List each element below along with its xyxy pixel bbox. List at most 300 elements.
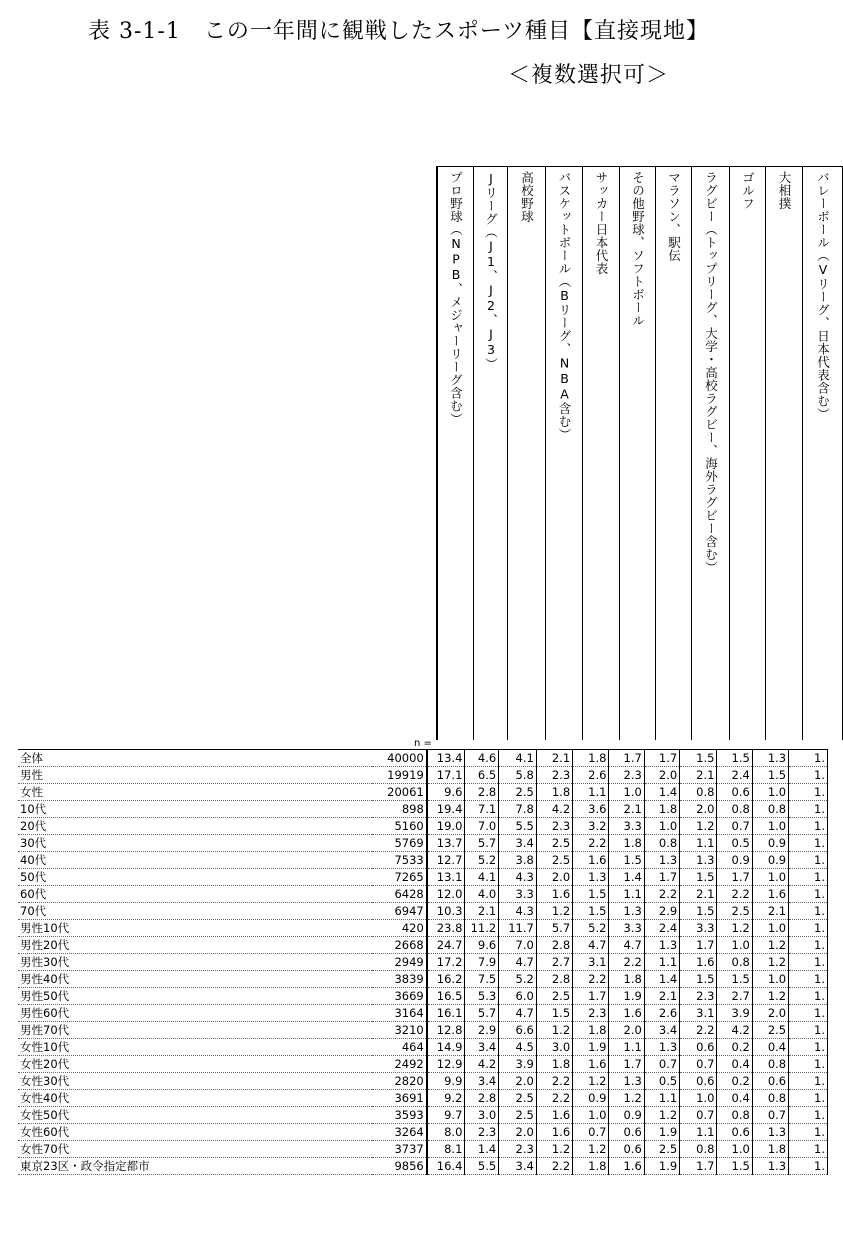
row-label: 男性50代 xyxy=(18,988,372,1005)
cell-value: 1. xyxy=(789,767,828,784)
cell-value: 1.3 xyxy=(644,937,679,954)
cell-value: 1.4 xyxy=(644,784,679,801)
cell-value: 1.7 xyxy=(717,869,752,886)
row-label: 男性30代 xyxy=(18,954,372,971)
cell-value: 1.0 xyxy=(609,784,644,801)
row-n: 464 xyxy=(372,1039,426,1056)
cell-value: 1.1 xyxy=(644,954,679,971)
cell-value: 1.3 xyxy=(752,1124,788,1141)
cell-value: 2.2 xyxy=(573,971,609,988)
cell-value: 1.4 xyxy=(644,971,679,988)
cell-value: 1.1 xyxy=(680,1124,717,1141)
cell-value: 1.5 xyxy=(609,852,644,869)
cell-value: 1.1 xyxy=(609,886,644,903)
cell-value: 1.1 xyxy=(680,835,717,852)
cell-value: 1. xyxy=(789,801,828,818)
cell-value: 2.1 xyxy=(680,767,717,784)
row-label: 東京23区・政令指定都市 xyxy=(18,1158,372,1175)
cell-value: 0.9 xyxy=(752,835,788,852)
cell-value: 6.6 xyxy=(499,1022,537,1039)
cell-value: 4.7 xyxy=(499,954,537,971)
cell-value: 2.5 xyxy=(536,852,572,869)
cell-value: 9.7 xyxy=(427,1107,465,1124)
cell-value: 3.1 xyxy=(680,1005,717,1022)
row-label: 女性40代 xyxy=(18,1090,372,1107)
cell-value: 6.5 xyxy=(465,767,499,784)
cell-value: 11.7 xyxy=(499,920,537,937)
cell-value: 0.9 xyxy=(717,852,752,869)
cell-value: 3.4 xyxy=(644,1022,679,1039)
row-label: 男性40代 xyxy=(18,971,372,988)
cell-value: 1. xyxy=(789,869,828,886)
cell-value: 1.5 xyxy=(536,1005,572,1022)
cell-value: 2.3 xyxy=(499,1141,537,1158)
cell-value: 2.5 xyxy=(752,1022,788,1039)
cell-value: 0.6 xyxy=(752,1073,788,1090)
cell-value: 1.0 xyxy=(717,1141,752,1158)
cell-value: 1.3 xyxy=(752,750,788,767)
cell-value: 1.2 xyxy=(752,937,788,954)
cell-value: 2.4 xyxy=(717,767,752,784)
row-label: 男性20代 xyxy=(18,937,372,954)
cell-value: 4.7 xyxy=(499,1005,537,1022)
table-row xyxy=(18,1158,828,1175)
cell-value: 2.5 xyxy=(536,835,572,852)
cell-value: 2.8 xyxy=(465,784,499,801)
cell-value: 2.8 xyxy=(536,937,572,954)
row-n: 3264 xyxy=(372,1124,426,1141)
cell-value: 1.3 xyxy=(609,1073,644,1090)
row-label: 男性10代 xyxy=(18,920,372,937)
cell-value: 1.6 xyxy=(680,954,717,971)
cell-value: 1.0 xyxy=(752,920,788,937)
cell-value: 1.5 xyxy=(573,886,609,903)
row-label: 70代 xyxy=(18,903,372,920)
cell-value: 12.8 xyxy=(427,1022,465,1039)
cell-value: 3.8 xyxy=(499,852,537,869)
cell-value: 0.2 xyxy=(717,1073,752,1090)
row-label: 40代 xyxy=(18,852,372,869)
cell-value: 1.5 xyxy=(573,903,609,920)
cell-value: 2.5 xyxy=(536,988,572,1005)
cell-value: 1.0 xyxy=(752,971,788,988)
cell-value: 4.5 xyxy=(499,1039,537,1056)
table-row xyxy=(18,852,828,869)
cell-value: 1.6 xyxy=(752,886,788,903)
cell-value: 2.0 xyxy=(644,767,679,784)
cell-value: 3.3 xyxy=(609,818,644,835)
cell-value: 1.9 xyxy=(609,988,644,1005)
table-title: 表 3-1-1 この一年間に観戦したスポーツ種目【直接現地】 xyxy=(88,19,709,44)
row-n: 5160 xyxy=(372,818,426,835)
cell-value: 1. xyxy=(789,1056,828,1073)
cell-value: 1.7 xyxy=(573,988,609,1005)
cell-value: 3.4 xyxy=(465,1073,499,1090)
cell-value: 0.5 xyxy=(644,1073,679,1090)
cell-value: 1.6 xyxy=(536,1107,572,1124)
table-row xyxy=(18,1005,828,1022)
cell-value: 11.2 xyxy=(465,920,499,937)
cell-value: 2.3 xyxy=(465,1124,499,1141)
cell-value: 4.2 xyxy=(717,1022,752,1039)
cell-value: 2.5 xyxy=(499,784,537,801)
cell-value: 1.9 xyxy=(573,1039,609,1056)
row-n: 7533 xyxy=(372,852,426,869)
cell-value: 23.8 xyxy=(427,920,465,937)
cell-value: 3.9 xyxy=(717,1005,752,1022)
cell-value: 1.9 xyxy=(644,1124,679,1141)
cell-value: 1.5 xyxy=(717,750,752,767)
table-row xyxy=(18,750,828,767)
cell-value: 4.7 xyxy=(609,937,644,954)
table-row xyxy=(18,903,828,920)
row-n: 20061 xyxy=(372,784,426,801)
cell-value: 2.3 xyxy=(609,767,644,784)
cell-value: 2.5 xyxy=(499,1090,537,1107)
cell-value: 1.4 xyxy=(609,869,644,886)
table-row xyxy=(18,869,828,886)
cell-value: 5.5 xyxy=(465,1158,499,1175)
cell-value: 2.5 xyxy=(717,903,752,920)
cell-value: 13.1 xyxy=(427,869,465,886)
cell-value: 14.9 xyxy=(427,1039,465,1056)
cell-value: 3.3 xyxy=(499,886,537,903)
cell-value: 5.2 xyxy=(465,852,499,869)
cell-value: 1.3 xyxy=(644,852,679,869)
table-row xyxy=(18,1039,828,1056)
row-n: 420 xyxy=(372,920,426,937)
cell-value: 1.5 xyxy=(680,750,717,767)
cell-value: 0.6 xyxy=(680,1073,717,1090)
cell-value: 0.6 xyxy=(680,1039,717,1056)
cell-value: 1.3 xyxy=(644,1039,679,1056)
cell-value: 0.8 xyxy=(752,1090,788,1107)
cell-value: 5.8 xyxy=(499,767,537,784)
column-header xyxy=(583,166,620,740)
table-row xyxy=(18,801,828,818)
cell-value: 0.9 xyxy=(609,1107,644,1124)
cell-value: 0.7 xyxy=(573,1124,609,1141)
cell-value: 1.8 xyxy=(609,971,644,988)
cell-value: 3.6 xyxy=(573,801,609,818)
cell-value: 3.4 xyxy=(465,1039,499,1056)
column-header xyxy=(730,166,766,740)
row-n: 3839 xyxy=(372,971,426,988)
cell-value: 2.3 xyxy=(573,1005,609,1022)
cell-value: 17.1 xyxy=(427,767,465,784)
cell-value: 3.9 xyxy=(499,1056,537,1073)
cell-value: 0.9 xyxy=(573,1090,609,1107)
cell-value: 2.7 xyxy=(536,954,572,971)
cell-value: 2.2 xyxy=(644,886,679,903)
cell-value: 16.2 xyxy=(427,971,465,988)
cell-value: 0.8 xyxy=(680,784,717,801)
column-header-label: バレーボール（Vリーグ、日本代表含む） xyxy=(815,171,831,421)
row-n: 2668 xyxy=(372,937,426,954)
cell-value: 0.6 xyxy=(609,1124,644,1141)
cell-value: 1.5 xyxy=(752,767,788,784)
data-table xyxy=(18,749,828,1175)
cell-value: 1.3 xyxy=(573,869,609,886)
table-row xyxy=(18,1090,828,1107)
cell-value: 10.3 xyxy=(427,903,465,920)
cell-value: 2.0 xyxy=(499,1124,537,1141)
column-header-label: マラソン、駅伝 xyxy=(666,171,682,262)
cell-value: 1. xyxy=(789,1005,828,1022)
cell-value: 19.4 xyxy=(427,801,465,818)
cell-value: 0.4 xyxy=(717,1056,752,1073)
row-label: 30代 xyxy=(18,835,372,852)
cell-value: 2.6 xyxy=(573,767,609,784)
cell-value: 1.8 xyxy=(573,750,609,767)
cell-value: 3.0 xyxy=(536,1039,572,1056)
row-label: 全体 xyxy=(18,750,372,767)
row-n: 5769 xyxy=(372,835,426,852)
cell-value: 3.3 xyxy=(680,920,717,937)
cell-value: 2.6 xyxy=(644,1005,679,1022)
row-label: 50代 xyxy=(18,869,372,886)
cell-value: 2.0 xyxy=(752,1005,788,1022)
cell-value: 1.0 xyxy=(752,818,788,835)
table-row xyxy=(18,937,828,954)
table-row xyxy=(18,920,828,937)
cell-value: 1.6 xyxy=(609,1158,644,1175)
cell-value: 19.0 xyxy=(427,818,465,835)
cell-value: 1.8 xyxy=(609,835,644,852)
row-label: 10代 xyxy=(18,801,372,818)
cell-value: 3.4 xyxy=(499,835,537,852)
table-row xyxy=(18,767,828,784)
n-label: n = xyxy=(414,738,432,749)
row-n: 19919 xyxy=(372,767,426,784)
cell-value: 6.0 xyxy=(499,988,537,1005)
cell-value: 2.2 xyxy=(609,954,644,971)
cell-value: 2.2 xyxy=(536,1090,572,1107)
row-n: 2492 xyxy=(372,1056,426,1073)
cell-value: 0.7 xyxy=(644,1056,679,1073)
cell-value: 0.8 xyxy=(717,801,752,818)
cell-value: 1.0 xyxy=(717,937,752,954)
cell-value: 1.9 xyxy=(644,1158,679,1175)
cell-value: 2.2 xyxy=(536,1073,572,1090)
cell-value: 9.6 xyxy=(427,784,465,801)
cell-value: 1.3 xyxy=(752,1158,788,1175)
cell-value: 8.1 xyxy=(427,1141,465,1158)
cell-value: 3.4 xyxy=(499,1158,537,1175)
cell-value: 1. xyxy=(789,954,828,971)
column-header xyxy=(546,166,583,740)
cell-value: 1. xyxy=(789,886,828,903)
cell-value: 13.7 xyxy=(427,835,465,852)
cell-value: 0.8 xyxy=(752,801,788,818)
column-header xyxy=(620,166,656,740)
cell-value: 12.0 xyxy=(427,886,465,903)
cell-value: 16.5 xyxy=(427,988,465,1005)
column-header-label: その他野球、ソフトボール xyxy=(630,171,646,327)
cell-value: 0.8 xyxy=(644,835,679,852)
cell-value: 1. xyxy=(789,1090,828,1107)
cell-value: 2.2 xyxy=(573,835,609,852)
cell-value: 2.8 xyxy=(536,971,572,988)
cell-value: 1.0 xyxy=(573,1107,609,1124)
cell-value: 1. xyxy=(789,988,828,1005)
cell-value: 2.9 xyxy=(465,1022,499,1039)
cell-value: 4.2 xyxy=(465,1056,499,1073)
cell-value: 5.7 xyxy=(465,835,499,852)
cell-value: 2.1 xyxy=(609,801,644,818)
cell-value: 1.3 xyxy=(680,852,717,869)
cell-value: 2.5 xyxy=(644,1141,679,1158)
cell-value: 4.1 xyxy=(499,750,537,767)
cell-value: 1.5 xyxy=(680,971,717,988)
cell-value: 5.3 xyxy=(465,988,499,1005)
cell-value: 1. xyxy=(789,818,828,835)
cell-value: 1.2 xyxy=(752,954,788,971)
cell-value: 7.9 xyxy=(465,954,499,971)
cell-value: 12.7 xyxy=(427,852,465,869)
column-header xyxy=(803,166,843,740)
cell-value: 1.3 xyxy=(609,903,644,920)
row-label: 女性10代 xyxy=(18,1039,372,1056)
cell-value: 2.4 xyxy=(644,920,679,937)
cell-value: 1.4 xyxy=(465,1141,499,1158)
table-row xyxy=(18,886,828,903)
cell-value: 2.1 xyxy=(465,903,499,920)
column-header-label: Jリーグ（J1、J2、J3） xyxy=(483,171,499,371)
table-row xyxy=(18,835,828,852)
row-n: 3210 xyxy=(372,1022,426,1039)
cell-value: 4.6 xyxy=(465,750,499,767)
cell-value: 1. xyxy=(789,1124,828,1141)
table-row xyxy=(18,1124,828,1141)
table-row xyxy=(18,954,828,971)
row-n: 3691 xyxy=(372,1090,426,1107)
column-header xyxy=(508,166,546,740)
cell-value: 0.8 xyxy=(680,1141,717,1158)
cell-value: 0.6 xyxy=(717,784,752,801)
row-n: 898 xyxy=(372,801,426,818)
cell-value: 4.7 xyxy=(573,937,609,954)
column-header-label: ゴルフ xyxy=(740,171,756,210)
cell-value: 2.3 xyxy=(536,818,572,835)
cell-value: 1.7 xyxy=(644,869,679,886)
cell-value: 0.8 xyxy=(752,1056,788,1073)
cell-value: 16.1 xyxy=(427,1005,465,1022)
cell-value: 1.7 xyxy=(680,937,717,954)
row-label: 60代 xyxy=(18,886,372,903)
cell-value: 1. xyxy=(789,750,828,767)
cell-value: 1.6 xyxy=(573,852,609,869)
cell-value: 1.5 xyxy=(680,869,717,886)
column-header-label: サッカー日本代表 xyxy=(594,171,609,275)
cell-value: 16.4 xyxy=(427,1158,465,1175)
row-label: 女性 xyxy=(18,784,372,801)
row-n: 3669 xyxy=(372,988,426,1005)
cell-value: 1.7 xyxy=(609,1056,644,1073)
cell-value: 0.6 xyxy=(717,1124,752,1141)
cell-value: 9.6 xyxy=(465,937,499,954)
column-header xyxy=(656,166,692,740)
cell-value: 5.7 xyxy=(465,1005,499,1022)
cell-value: 0.6 xyxy=(609,1141,644,1158)
cell-value: 4.0 xyxy=(465,886,499,903)
row-n: 3164 xyxy=(372,1005,426,1022)
cell-value: 1.8 xyxy=(752,1141,788,1158)
cell-value: 5.2 xyxy=(573,920,609,937)
row-label: 20代 xyxy=(18,818,372,835)
cell-value: 0.2 xyxy=(717,1039,752,1056)
cell-value: 0.8 xyxy=(717,954,752,971)
column-header-label: バスケットボール（Bリーグ、NBA含む） xyxy=(557,171,572,441)
cell-value: 1.6 xyxy=(536,1124,572,1141)
cell-value: 1.1 xyxy=(609,1039,644,1056)
cell-value: 2.1 xyxy=(644,988,679,1005)
cell-value: 1. xyxy=(789,784,828,801)
cell-value: 2.8 xyxy=(465,1090,499,1107)
cell-value: 3.2 xyxy=(573,818,609,835)
row-n: 9856 xyxy=(372,1158,426,1175)
cell-value: 1.1 xyxy=(573,784,609,801)
cell-value: 1.7 xyxy=(609,750,644,767)
cell-value: 1.6 xyxy=(609,1005,644,1022)
cell-value: 3.0 xyxy=(465,1107,499,1124)
cell-value: 4.3 xyxy=(499,869,537,886)
cell-value: 1.0 xyxy=(644,818,679,835)
cell-value: 2.1 xyxy=(536,750,572,767)
cell-value: 2.1 xyxy=(680,886,717,903)
data-table-wrap xyxy=(18,749,828,1175)
cell-value: 1.6 xyxy=(536,886,572,903)
cell-value: 1.2 xyxy=(752,988,788,1005)
row-n: 2949 xyxy=(372,954,426,971)
row-label: 女性60代 xyxy=(18,1124,372,1141)
cell-value: 1.2 xyxy=(717,920,752,937)
cell-value: 1.2 xyxy=(536,1022,572,1039)
row-label: 男性60代 xyxy=(18,1005,372,1022)
cell-value: 2.7 xyxy=(717,988,752,1005)
cell-value: 1.7 xyxy=(644,750,679,767)
row-n: 6947 xyxy=(372,903,426,920)
cell-value: 1. xyxy=(789,920,828,937)
cell-value: 1. xyxy=(789,835,828,852)
cell-value: 1.2 xyxy=(536,1141,572,1158)
cell-value: 1.2 xyxy=(609,1090,644,1107)
cell-value: 5.5 xyxy=(499,818,537,835)
table-row xyxy=(18,818,828,835)
row-n: 2820 xyxy=(372,1073,426,1090)
cell-value: 1.7 xyxy=(680,1158,717,1175)
cell-value: 0.4 xyxy=(752,1039,788,1056)
table-subtitle: ＜複数選択可＞ xyxy=(508,63,670,88)
cell-value: 2.0 xyxy=(680,801,717,818)
cell-value: 17.2 xyxy=(427,954,465,971)
cell-value: 0.7 xyxy=(717,818,752,835)
column-header xyxy=(436,166,474,740)
column-header-label: プロ野球（NPB、メジャーリーグ含む） xyxy=(448,171,464,426)
table-row xyxy=(18,1107,828,1124)
column-header xyxy=(766,166,803,740)
cell-value: 7.0 xyxy=(465,818,499,835)
cell-value: 0.4 xyxy=(717,1090,752,1107)
cell-value: 1. xyxy=(789,1158,828,1175)
cell-value: 0.7 xyxy=(752,1107,788,1124)
cell-value: 1.0 xyxy=(752,784,788,801)
cell-value: 2.9 xyxy=(644,903,679,920)
cell-value: 2.1 xyxy=(752,903,788,920)
cell-value: 9.2 xyxy=(427,1090,465,1107)
cell-value: 7.1 xyxy=(465,801,499,818)
column-header-label: 高校野球 xyxy=(519,171,535,223)
